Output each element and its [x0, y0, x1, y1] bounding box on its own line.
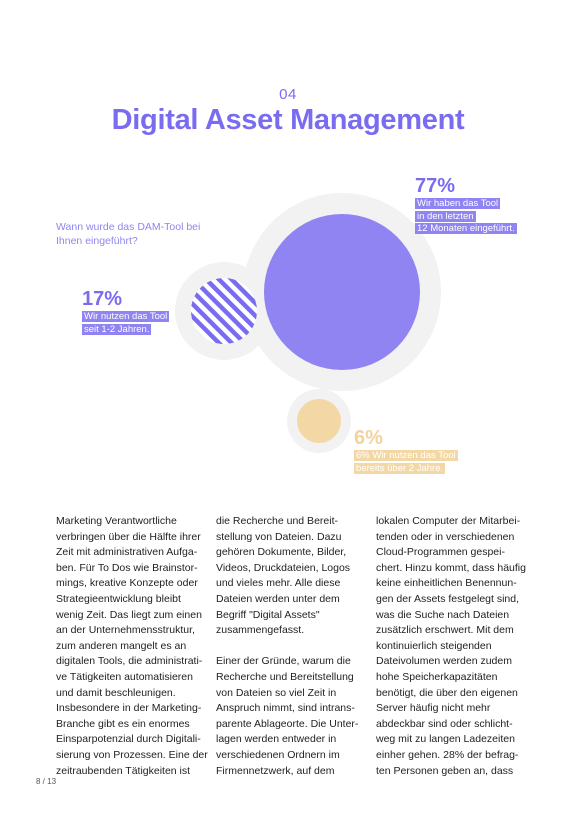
stat-6 [354, 426, 474, 475]
text-line: Strategieentwicklung bleibt [56, 592, 181, 605]
text-line: ben. Für To Dos wie Brainstor- [56, 561, 198, 574]
text-line: und damit beschleunigen. [56, 686, 176, 699]
bubble-77 [264, 214, 420, 370]
bubble-6 [297, 399, 341, 443]
text-line: Branche gibt es ein enormes [56, 717, 190, 730]
text-line: Anspruch nimmt, sind intrans- [216, 702, 355, 715]
text-line: zusammengefasst. [216, 624, 305, 637]
text-line: Begriff "Digital Assets" [216, 608, 320, 621]
bubble-17 [191, 278, 257, 344]
stat-6-label-line: 6% Wir nutzen das Tool [356, 450, 456, 461]
text-line: von Dateien so viel Zeit in [216, 686, 337, 699]
stat-77-percent: 77% [415, 175, 456, 197]
question-line: Ihnen eingeführt? [56, 235, 138, 247]
text-line: chert. Hinzu kommt, dass häufig [376, 561, 526, 574]
stat-17-label-line: Wir nutzen das Tool [84, 311, 168, 322]
stat-17-label [82, 311, 192, 336]
page-number: 8 / 13 [36, 777, 57, 786]
body-column-1 [56, 514, 208, 779]
text-line: sierung von Prozessen. Eine der [56, 748, 208, 761]
text-line: verschiedenen Ordnern im [216, 748, 340, 761]
text-line: lokalen Computer der Mitarbei- [376, 515, 521, 527]
text-line: parente Ablageorte. Die Unter- [216, 717, 359, 730]
page-title: Digital Asset Management [111, 104, 465, 136]
text-line: Recherche und Bereitstellung [216, 670, 354, 683]
text-line: keine einheitlichen Benennun- [376, 577, 517, 590]
body-column-2-paragraph-2 [216, 654, 361, 779]
stat-17-percent: 17% [82, 288, 123, 310]
text-line: benötigt, die über den eigenen [376, 686, 518, 699]
text-line: an der Unternehmensstruktur, [56, 624, 195, 637]
paragraph-gap [216, 639, 361, 655]
stat-6-percent: 6% [354, 427, 383, 449]
text-line: zeitraubenden Tätigkeiten ist [56, 764, 191, 777]
stat-17-label-line: seit 1-2 Jahren. [84, 323, 150, 335]
text-line: die Recherche und Bereit- [216, 515, 338, 527]
body-column-3 [376, 514, 526, 779]
stat-77-label [415, 198, 535, 236]
text-line: lagen werden entweder in [216, 733, 337, 746]
text-line: gen der Assets festgelegt sind, [376, 592, 520, 605]
text-line: weg mit zu langen Ladezeiten [376, 733, 515, 746]
text-line: zum anderen mangelt es an [56, 639, 187, 652]
text-line: Zeit mit administrativen Aufga- [56, 546, 198, 559]
stat-6-label [354, 450, 474, 475]
text-line: kontinuierlich steigenden [376, 639, 492, 652]
text-line: Dateien werden unter dem [216, 592, 340, 605]
text-line: tenden oder in verschiedenen [376, 530, 515, 543]
stat-17 [82, 287, 192, 336]
stat-77 [415, 174, 535, 236]
stat-77-label-line: in den letzten [417, 210, 474, 222]
text-line: ten Personen geben an, dass [376, 764, 514, 777]
text-line: und vieles mehr. Alle diese [216, 577, 341, 590]
stat-6-label-line: bereits über 2 Jahre. [356, 462, 444, 474]
body-column-2 [216, 514, 361, 779]
text-line: Einer der Gründe, warum die [216, 655, 351, 668]
text-line: Marketing Verantwortliche [56, 515, 177, 527]
text-line: ve Tätigkeiten automatisieren [56, 670, 193, 683]
text-line: einher gehen. 28% der befrag- [376, 748, 519, 761]
text-line: was die Suche nach Dateien [376, 608, 510, 621]
text-line: Einsparpotenzial durch Digitali- [56, 733, 201, 746]
stat-77-label-line: Wir haben das Tool [417, 198, 499, 209]
text-line: wenig Zeit. Das liegt zum einen [56, 608, 202, 621]
body-column-2-paragraph-1 [216, 514, 361, 639]
text-line: mings, kreative Konzepte oder [56, 577, 198, 590]
text-line: zusätzlich erschwert. Mit dem [376, 624, 514, 637]
text-line: Firmennetzwerk, auf dem [216, 764, 335, 777]
text-line: hohe Speicherkapazitäten [376, 670, 498, 683]
text-line: Dateivolumen werden zudem [376, 655, 512, 668]
section-number: 04 [279, 86, 297, 103]
text-line: Insbesondere in der Marketing- [56, 702, 202, 715]
question-line: Wann wurde das DAM-Tool bei [56, 221, 201, 233]
text-line: Videos, Druckdateien, Logos [216, 561, 351, 574]
text-line: abdeckbar sind oder schlicht- [376, 717, 513, 730]
text-line: verbringen über die Hälfte ihrer [56, 530, 201, 543]
stat-77-label-line: 12 Monaten eingeführt. [417, 223, 515, 234]
text-line: digitalen Tools, die administrati- [56, 655, 203, 668]
text-line: gehören Dokumente, Bilder, [216, 546, 347, 559]
text-line: stellung von Dateien. Dazu [216, 530, 342, 543]
text-line: Server häufig nicht mehr [376, 702, 491, 715]
text-line: Cloud-Programmen gespei- [376, 546, 505, 559]
